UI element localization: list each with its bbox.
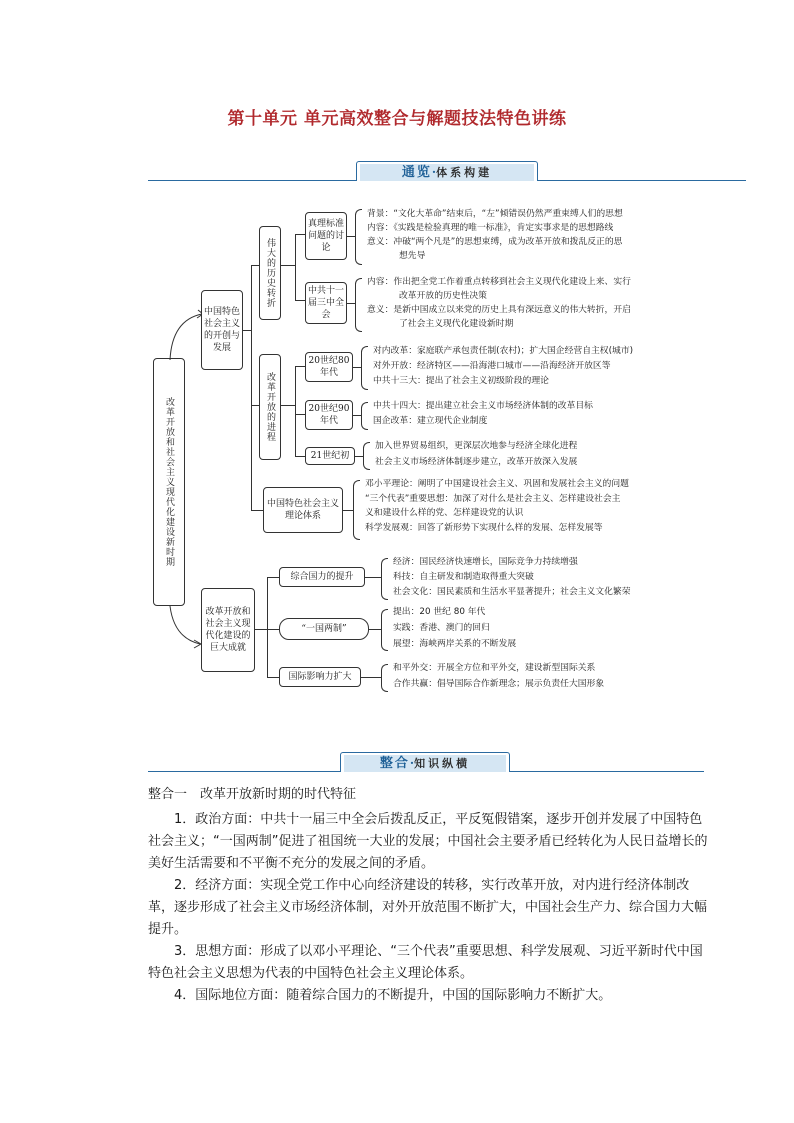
connector [369,629,381,630]
branch-node-development: 中国特色社会主义的开创与发展 [201,290,243,370]
connector [295,366,305,367]
connector [281,405,295,406]
leaf-text: 实践：香港、澳门的回归 [393,623,490,633]
root-node: 改革开放和社会主义现代化建设新时期 [153,358,185,606]
section-header-soft: 知识纵横 [414,757,471,770]
brace [361,346,368,390]
connector [353,415,361,416]
paragraph-economy: 2．经济方面：实现全党工作中心向经济建设的转移，实行改革开放，对内进行经济体制改革，逐步形成了社会主义市场经济体制，对外开放范围不断扩大，中国社会生产力、综合国力大幅提升。 [148,878,708,937]
leaf-text: 中共十三大：提出了社会主义初级阶段的理论 [373,376,549,386]
connector [295,414,305,415]
leaf-text: 邓小平理论：阐明了中国建设社会主义、巩固和发展社会主义的问题 [365,479,629,489]
page-title: 第十单元 单元高效整合与解题技法特色讲练 [227,109,567,129]
node-21st-century: 21世纪初 [305,447,355,465]
connector [365,577,381,578]
node-one-country-two-systems: “一国两制” [279,618,369,640]
paragraph-thought: 3．思想方面：形成了以邓小平理论、“三个代表”重要思想、科学发展观、习近平新时代中国特色社会主义思想为代表的中国特色社会主义理论体系。 [148,944,703,981]
brace [381,609,388,651]
leaf-text: 中共十四大：提出建立社会主义市场经济体制的改革目标 [373,401,593,411]
connector [251,510,263,511]
connector [353,367,361,368]
connector [251,265,259,266]
leaf-text: 和平外交：开展全方位和平外交，建设新型国际关系 [393,663,596,673]
leaf-text: 背景：“文化大革命”结束后，“左”倾错误仍然严重束缚人们的思想 [367,209,623,219]
leaf-text: 改革开放的历史性决策 [399,291,487,301]
connector [347,303,355,304]
node-theory-system: 中国特色社会主义理论体系 [263,487,343,533]
node-historic-turn: 伟大的历史转折 [259,226,281,320]
brace [355,209,362,265]
leaf-text: 展望：海峡两岸关系的不断发展 [393,639,517,649]
node-reform-process: 改革开放的进程 [259,354,281,460]
leaf-text: 对内改革：家庭联产承包责任制(农村)；扩大国企经营自主权(城市) [373,346,634,356]
paragraph-international: 4．国际地位方面：随着综合国力的不断提升，中国的国际影响力不断扩大。 [174,988,612,1003]
leaf-text: 意义：是新中国成立以来党的历史上具有深远意义的伟大转折，开启 [367,305,631,315]
brace [361,402,368,430]
leaf-text: 提出：20 世纪 80 年代 [393,607,486,617]
leaf-text: 义和建设什么样的党、怎样建设党的认识 [365,508,524,518]
connector [251,405,259,406]
leaf-text: 合作共赢：倡导国际合作新理念；展示负责任大国形象 [393,679,605,689]
node-national-power: 综合国力的提升 [279,567,365,587]
leaf-text: 内容：《实践是检验真理的唯一标准》，肯定实事求是的思想路线 [367,223,614,233]
leaf-text: 想先导 [399,251,426,261]
leaf-text: 了社会主义现代化建设新时期 [399,319,514,329]
connector [343,510,353,511]
leaf-text: 社会文化：国民素质和生活水平显著提升；社会主义文化繁荣 [393,587,631,597]
section-header-overview [356,161,538,181]
leaf-text: 意义：冲破“两个凡是”的思想束缚，成为改革开放和拨乱反正的思 [367,237,623,247]
brace [363,442,370,470]
node-third-plenum: 中共十一届三中全会 [305,282,347,324]
connector [295,456,305,457]
leaf-text: 社会主义市场经济体制逐步建立，改革开放深入发展 [375,457,578,467]
connector [295,234,296,300]
leaf-text: 国企改革：建立现代企业制度 [373,416,488,426]
connector [347,236,355,237]
connector [267,677,279,678]
leaf-text: 科学发展观：回答了新形势下实现什么样的发展、怎样发展等 [365,523,603,533]
section-header-integration [340,752,510,772]
branch-node-achievements: 改革开放和社会主义现代化建设的巨大成就 [201,588,255,672]
leaf-text: 对外开放：经济特区——沿海港口城市——沿海经济开放区等 [373,361,611,371]
node-truth-debate: 真理标准问题的讨论 [305,212,347,260]
leaf-text: 加入世界贸易组织，更深层次地参与经济全球化进程 [375,441,578,451]
body-text [148,784,708,1007]
connector [295,300,305,301]
connector [255,629,267,630]
section-header-dot: · [409,756,415,770]
node-1990s: 20世纪90年代 [305,400,353,430]
connector [361,677,381,678]
connector [355,456,363,457]
brace [355,278,362,332]
connector [267,577,268,678]
brace [353,480,360,540]
brace [381,664,388,692]
section-header-soft: 体系构建 [436,166,493,179]
connector [251,265,252,511]
node-1980s: 20世纪80年代 [305,352,353,382]
connector [295,234,305,235]
connector [267,629,279,630]
section-header-dot: · [431,165,437,179]
brace [381,558,388,600]
leaf-text: “三个代表”重要思想：加深了对什么是社会主义、怎样建设社会主 [365,494,621,504]
integration-heading: 整合一 改革开放新时期的时代特征 [148,787,357,802]
section-header-strong: 通览 [401,165,432,180]
leaf-text: 科技：自主研发和制造取得重大突破 [393,572,534,582]
node-intl-influence: 国际影响力扩大 [279,667,361,687]
section-header-strong: 整合 [379,756,410,771]
connector [243,330,251,331]
connector [267,577,279,578]
connector [295,366,296,456]
paragraph-politics: 1．政治方面：中共十一届三中全会后拨乱反正，平反冤假错案，逐步开创并发展了中国特色社会主义；“一国两制”促进了祖国统一大业的发展；中国社会主要矛盾已经转化为人民日益增长的美好生活需要和不平衡不充分的发展之间的矛盾。 [148,812,708,871]
connector [281,265,295,266]
leaf-text: 经济：国民经济快速增长，国际竞争力持续增强 [393,557,578,567]
leaf-text: 内容：作出把全党工作着重点转移到社会主义现代化建设上来、实行 [367,277,631,287]
